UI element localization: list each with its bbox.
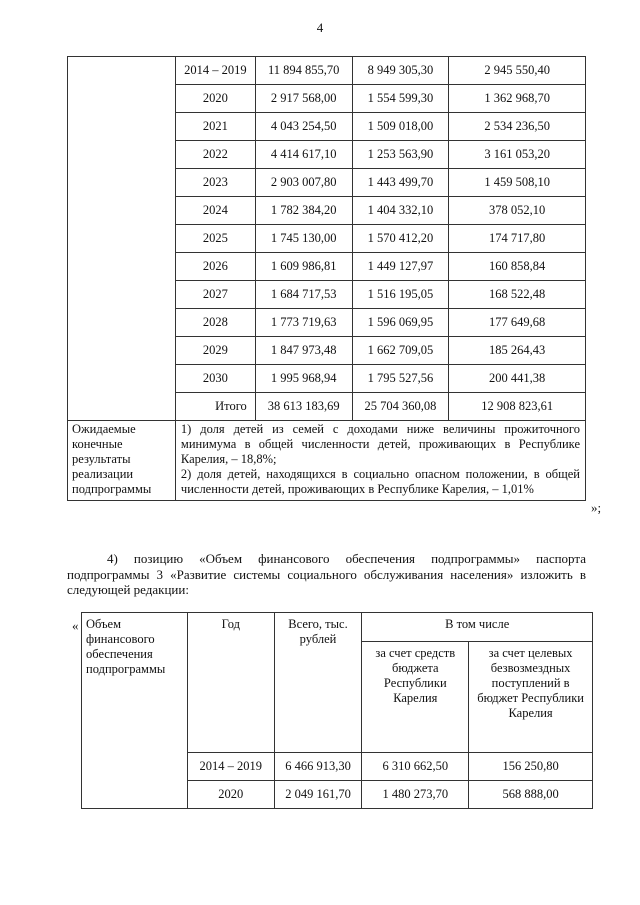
subprogram3-row (82, 781, 593, 809)
expected-results-row (68, 421, 586, 501)
year-cell: 2028 (175, 309, 255, 337)
total-cell: 2 049 161,70 (274, 781, 362, 809)
funding-row (68, 393, 586, 421)
blank-label-cell (68, 197, 176, 225)
grants-cell: 568 888,00 (469, 781, 593, 809)
grants-cell: 177 649,68 (449, 309, 586, 337)
grants-cell: 160 858,84 (449, 253, 586, 281)
budget-cell: 25 704 360,08 (352, 393, 449, 421)
total-cell: 1 847 973,48 (255, 337, 352, 365)
header-including: В том числе (362, 613, 593, 642)
blank-label-cell (68, 113, 176, 141)
funding-row (68, 225, 586, 253)
subprogram3-table-body (82, 753, 593, 809)
opening-quote: « (72, 618, 79, 633)
total-cell: 2 903 007,80 (255, 169, 352, 197)
year-cell: 2022 (175, 141, 255, 169)
grants-cell: 378 052,10 (449, 197, 586, 225)
funding-row (68, 57, 586, 85)
grants-cell: 2 534 236,50 (449, 113, 586, 141)
header-grants: за счет целевых безвозмездных поступлений в бюджет Республики Карелия (469, 642, 593, 753)
year-cell: 2021 (175, 113, 255, 141)
funding-row (68, 85, 586, 113)
funding-row (68, 281, 586, 309)
header-budget: за счет средств бюджета Республики Карелия (362, 642, 469, 753)
year-cell: 2024 (175, 197, 255, 225)
blank-label-cell (68, 225, 176, 253)
funding-table-body (68, 57, 586, 421)
total-cell: 2 917 568,00 (255, 85, 352, 113)
year-cell: 2020 (175, 85, 255, 113)
budget-cell: 1 554 599,30 (352, 85, 449, 113)
budget-cell: 1 596 069,95 (352, 309, 449, 337)
funding-row (68, 337, 586, 365)
funding-row (68, 113, 586, 141)
budget-cell: 1 449 127,97 (352, 253, 449, 281)
budget-cell: 8 949 305,30 (352, 57, 449, 85)
grants-cell: 168 522,48 (449, 281, 586, 309)
expected-result-1: 1) доля детей из семей с доходами ниже величины прожиточного минимума в общей численности детей, проживающих в Республике Карелия, – 18,8%; (180, 422, 580, 466)
year-cell: 2029 (175, 337, 255, 365)
grants-cell: 12 908 823,61 (449, 393, 586, 421)
funding-row (68, 169, 586, 197)
grants-cell: 174 717,80 (449, 225, 586, 253)
subprogram3-row (82, 753, 593, 781)
budget-cell: 1 516 195,05 (352, 281, 449, 309)
year-cell: Итого (175, 393, 255, 421)
blank-label-cell (68, 253, 176, 281)
blank-label-cell (68, 281, 176, 309)
blank-label-cell (82, 753, 188, 781)
grants-cell: 185 264,43 (449, 337, 586, 365)
grants-cell: 1 362 968,70 (449, 85, 586, 113)
funding-row (68, 141, 586, 169)
blank-label-cell (68, 141, 176, 169)
header-year: Год (187, 613, 274, 753)
expected-result-2: 2) доля детей, находящихся в социально опасном положении, в общей численности детей, проживающих в Республике Карелия, – 1,01% (180, 467, 580, 496)
total-cell: 11 894 855,70 (255, 57, 352, 85)
blank-label-cell (68, 337, 176, 365)
budget-cell: 1 509 018,00 (352, 113, 449, 141)
expected-results-label: Ожидаемые конечные результаты реализации подпрограммы (68, 421, 176, 501)
year-cell: 2026 (175, 253, 255, 281)
grants-cell: 156 250,80 (469, 753, 593, 781)
funding-row (68, 197, 586, 225)
budget-cell: 1 570 412,20 (352, 225, 449, 253)
blank-label-cell (68, 365, 176, 393)
blank-label-cell (68, 309, 176, 337)
blank-label-cell (68, 169, 176, 197)
budget-cell: 1 480 273,70 (362, 781, 469, 809)
total-cell: 1 773 719,63 (255, 309, 352, 337)
year-cell: 2020 (187, 781, 274, 809)
total-cell: 1 782 384,20 (255, 197, 352, 225)
year-cell: 2030 (175, 365, 255, 393)
budget-cell: 6 310 662,50 (362, 753, 469, 781)
total-cell: 1 684 717,53 (255, 281, 352, 309)
budget-cell: 1 662 709,05 (352, 337, 449, 365)
total-cell: 1 609 986,81 (255, 253, 352, 281)
page-number: 4 (316, 20, 324, 35)
grants-cell: 1 459 508,10 (449, 169, 586, 197)
total-cell: 38 613 183,69 (255, 393, 352, 421)
blank-label-cell (82, 781, 188, 809)
blank-label-cell (68, 393, 176, 421)
closing-quote: »; (591, 500, 602, 515)
header-total: Всего, тыс. рублей (274, 613, 362, 753)
expected-results-text (175, 421, 585, 501)
total-cell: 6 466 913,30 (274, 753, 362, 781)
budget-cell: 1 443 499,70 (352, 169, 449, 197)
funding-row (68, 365, 586, 393)
funding-row (68, 253, 586, 281)
amendment-paragraph: 4) позицию «Объем финансового обеспечения подпрограммы» паспорта подпрограммы 3 «Развитие системы социального обслуживания населения» изложить в следующей редакции: (67, 551, 586, 597)
budget-cell: 1 404 332,10 (352, 197, 449, 225)
total-cell: 4 414 617,10 (255, 141, 352, 169)
total-cell: 4 043 254,50 (255, 113, 352, 141)
year-cell: 2014 – 2019 (187, 753, 274, 781)
year-cell: 2014 – 2019 (175, 57, 255, 85)
header-funding-label: Объем финансового обеспечения подпрограммы (82, 613, 188, 753)
funding-row (68, 309, 586, 337)
total-cell: 1 995 968,94 (255, 365, 352, 393)
grants-cell: 3 161 053,20 (449, 141, 586, 169)
total-cell: 1 745 130,00 (255, 225, 352, 253)
blank-label-cell (68, 85, 176, 113)
grants-cell: 2 945 550,40 (449, 57, 586, 85)
blank-label-cell (68, 57, 176, 85)
budget-cell: 1 253 563,90 (352, 141, 449, 169)
budget-cell: 1 795 527,56 (352, 365, 449, 393)
grants-cell: 200 441,38 (449, 365, 586, 393)
year-cell: 2025 (175, 225, 255, 253)
funding-table-continued (67, 56, 586, 501)
year-cell: 2027 (175, 281, 255, 309)
subprogram3-funding-table (81, 612, 593, 809)
year-cell: 2023 (175, 169, 255, 197)
